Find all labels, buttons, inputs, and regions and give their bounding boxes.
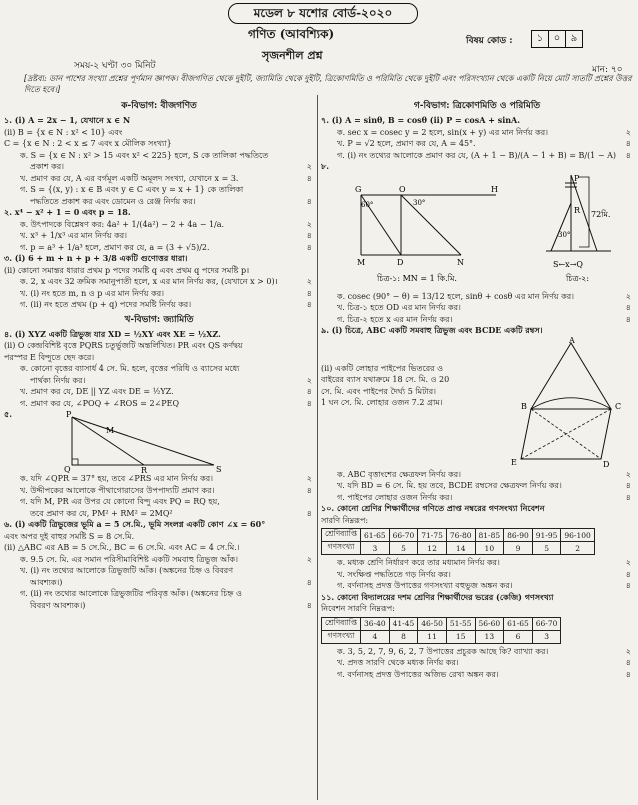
fig1-label-n: N bbox=[457, 257, 464, 267]
section-heading-geometry: খ-বিভাগ: জ্যামিতি bbox=[124, 314, 194, 325]
question-line bbox=[321, 569, 633, 581]
code-digit: ১ bbox=[532, 31, 549, 47]
mark-value: ৪ bbox=[625, 139, 631, 148]
question-text: খ. প্রদত্ত সারণি থেকে মধ্যক নির্ণয় কর। bbox=[337, 658, 459, 667]
question-line bbox=[4, 531, 314, 543]
table-cell: 76-80 bbox=[446, 529, 475, 542]
question-line bbox=[4, 577, 314, 589]
fig1-caption: চিত্র-১: MN = 1 কি.মি. bbox=[377, 273, 457, 283]
question-text: ৯. (i) চিত্রে, ABC একটি সমবাহু ত্রিভুজ এবং BCDE একটি রম্বস। bbox=[321, 325, 543, 335]
question-text: (ii) O কেন্দ্রবিশিষ্ট বৃত্তে PQRS চতুর্ভুজটি অন্তর্লিখিত। PR এবং QS কর্ণদ্বয় bbox=[4, 341, 243, 350]
fig2-angle-30: 30° bbox=[558, 230, 571, 239]
mark-value: ২ bbox=[625, 558, 631, 567]
question-text: ক. sec x = cosec y = 2 হলে, sin(x + y) এর মান নির্ণয় কর। bbox=[337, 127, 548, 137]
label-b: B bbox=[521, 401, 527, 411]
question-line bbox=[321, 469, 633, 481]
q9-pipe-text bbox=[321, 363, 501, 409]
question-line bbox=[321, 503, 633, 515]
fig1-label-g: G bbox=[355, 184, 362, 194]
mark-value: ৪ bbox=[306, 300, 312, 309]
question-text: গ. (ii) নং হতে প্রথম (p + q) পদের সমষ্টি নির্ণয় কর। bbox=[20, 300, 192, 309]
question-text: খ. চিত্র-১ হতে OD এর মান নির্ণয় কর। bbox=[337, 303, 461, 312]
question-line bbox=[4, 600, 314, 612]
question-text: খ. যদি BD = 6 সে. মি. হয় তবে, BCDE রম্বসের ক্ষেত্রফল নির্ণয় কর। bbox=[337, 481, 562, 490]
question-text: গ. বর্ণনাসহ প্রদত্ত উপাত্তের অজিভ রেখা অঙ্কন কর। bbox=[337, 669, 499, 679]
mark-value: ৪ bbox=[625, 581, 631, 590]
question-text: এবং অপর দুই বাহুর সমষ্টি S = 8 সে.মি. bbox=[4, 531, 135, 541]
exam-subtitle: সৃজনশীল প্রশ্ন bbox=[262, 49, 323, 62]
question-text: C = {x ∈ N : 2 < x ≤ 7 এবং x মৌলিক সংখ্যা} bbox=[4, 139, 172, 148]
question-text: ৩. (i) 6 + m + n + p + 3/8 একটি গুণোত্তর ধারা। bbox=[4, 253, 188, 263]
question-line bbox=[4, 150, 314, 162]
question-line bbox=[321, 480, 633, 492]
question-line bbox=[321, 115, 633, 127]
question-text: পার্থক্য নির্ণয় কর। bbox=[30, 375, 86, 385]
question-text: ৬. (i) একটি ত্রিভুজের ভূমি a = 5 সে.মি., ভূমি সংলগ্ন একটি কোণ ∠x = 60° bbox=[4, 519, 266, 529]
fig2-caption: চিত্র-২: bbox=[566, 273, 590, 283]
question-text: ক. S = {x ∈ N : x² > 15 এবং x² < 225} হলে, S কে তালিকা পদ্ধতিতে bbox=[20, 150, 269, 160]
question-line bbox=[4, 161, 314, 173]
instructions: [দ্রষ্টব্য: ডান পাশের সংখ্যা প্রশ্নের পূর্ণমান জ্ঞাপক। বীজগণিত থেকে দুইটি, জ্যামিতি থেকে দুইটি, ত্রিকোণমিতি ও পরিমিতি থেকে দুইটি এবং পরিসংখ্যান থেকে একটি নিয়ে মোট সাতটি প্রশ্নের উত্তর দিতে হবে।] bbox=[24, 74, 632, 94]
question-text: খ. সংক্ষিপ্ত পদ্ধতিতে গড় নির্ণয় কর। bbox=[337, 569, 451, 579]
question-text: আবশ্যক।) bbox=[30, 577, 63, 587]
question-line bbox=[321, 492, 633, 504]
question-line bbox=[321, 325, 633, 337]
question-text: গ. (i) নং তথ্যের আলোকে প্রমাণ কর যে, (A + 1 − B)/(A − 1 + B) = B/(1 − A) bbox=[337, 150, 616, 160]
label-r: R bbox=[141, 466, 148, 473]
fig2-height-label: 72মি. bbox=[591, 209, 611, 219]
geometry-questions bbox=[4, 329, 314, 410]
fig1-label-m: M bbox=[357, 257, 366, 267]
label-c: C bbox=[615, 401, 622, 411]
table-cell: 66-70 bbox=[532, 617, 561, 630]
question-line bbox=[4, 242, 314, 254]
table-cell: 5 bbox=[532, 542, 561, 555]
mark-value: ২ bbox=[306, 554, 312, 564]
question-line bbox=[4, 398, 314, 410]
table-cell: 4 bbox=[361, 630, 390, 643]
question-line bbox=[321, 161, 633, 173]
question-line bbox=[321, 138, 633, 150]
q8-diagrams bbox=[321, 173, 633, 291]
mark-value: ২ bbox=[625, 469, 631, 479]
table-cell: 8 bbox=[389, 630, 418, 643]
question-line bbox=[321, 646, 633, 658]
label-m: M bbox=[106, 426, 115, 435]
table-cell: 41-45 bbox=[389, 617, 418, 630]
fig2-label-r: R bbox=[574, 205, 581, 215]
question-line bbox=[4, 375, 314, 387]
subject-code-label: বিষয় কোড : bbox=[466, 36, 513, 46]
q9-text-line: (ii) একটি লোহার পাইপের ভিতরের ও bbox=[321, 363, 443, 373]
question-line bbox=[4, 554, 314, 566]
mark-value: ২ bbox=[306, 277, 312, 286]
question-text: গ. বর্ণনাসহ প্রদত্ত উপাত্তের গণসংখ্যা বহুভুজ অঙ্কন কর। bbox=[337, 581, 513, 590]
table-cell: 2 bbox=[561, 542, 594, 555]
code-digit: ৯ bbox=[570, 33, 578, 44]
question-line bbox=[4, 207, 314, 219]
question-text: গ. (ii) নং তথ্যের আলোকে ত্রিভুজটির পরিবৃত্ত আঁক। (অঙ্কনের চিহ্ন ও bbox=[20, 589, 242, 598]
mark-value: ৪ bbox=[306, 288, 312, 298]
fig1-label-o: O bbox=[399, 184, 406, 194]
label-p: P bbox=[66, 410, 72, 419]
question-text: গ. যদি M, PR এর উপর যে কোনো বিন্দু এবং PQ = RQ হয়, bbox=[20, 497, 220, 506]
question-line bbox=[4, 288, 314, 300]
question-line bbox=[4, 127, 314, 139]
mark-value: ২ bbox=[306, 375, 312, 385]
question-line bbox=[321, 557, 633, 569]
mark-value: ২ bbox=[625, 291, 631, 301]
table-cell: 61-65 bbox=[361, 529, 390, 542]
question-line bbox=[321, 150, 633, 162]
question-line bbox=[321, 657, 633, 669]
question-text: ১. (i) A = 2x − 1, যেখানে x ∈ N bbox=[4, 115, 131, 125]
mark-value: ২ bbox=[306, 162, 312, 171]
question-text: গ. S = {(x, y) : x ∈ B এবং y ∈ C এবং y = x + 1} কে তালিকা bbox=[20, 185, 244, 194]
mark-value: ৪ bbox=[306, 242, 312, 252]
fig1-label-d: D bbox=[397, 257, 404, 267]
question-text: ১১. কোনো বিদ্যালয়ের দশম শ্রেণির শিক্ষার্থীদের ভরের (কেজি) গণসংখ্যা bbox=[321, 591, 554, 602]
section-heading-algebra: ক-বিভাগ: বীজগণিত bbox=[121, 101, 197, 111]
column-divider bbox=[317, 95, 318, 800]
statistics-questions bbox=[321, 557, 633, 615]
question-text: বিবরণ আবশ্যক।) bbox=[30, 600, 86, 610]
mark-value: ২ bbox=[306, 219, 312, 229]
table-cell: 46-50 bbox=[418, 617, 447, 630]
question-line bbox=[4, 588, 314, 600]
question-text: তবে প্রমাণ কর যে, PM² + RM² = 2MQ² bbox=[30, 508, 173, 518]
question-text: ক. cosec (90° − θ) = 13/12 হলে, sinθ + cosθ এর মান নির্ণয় কর। bbox=[337, 291, 575, 301]
mark-value: ৪ bbox=[306, 231, 312, 240]
mark-value: ৪ bbox=[306, 398, 312, 408]
trig-questions bbox=[321, 115, 633, 173]
table-cell: 12 bbox=[418, 542, 447, 555]
mensuration-questions bbox=[321, 469, 633, 527]
mark-value: ৪ bbox=[625, 569, 631, 579]
question-text: গ. প্রমাণ কর যে, ∠POQ + ∠ROS = 2∠PEQ bbox=[20, 398, 180, 408]
table-cell: 11 bbox=[418, 630, 447, 643]
question-text: খ. P = √2 হলে, প্রমাণ কর যে, A = 45°. bbox=[337, 139, 476, 148]
question-text: ক. 9.5 সে. মি. এর সমান পরিসীমাবিশিষ্ট একটি সমবাহু ত্রিভুজ আঁক। bbox=[20, 554, 238, 564]
question-text: ক. 3, 5, 2, 7, 9, 6, 2, 7 উপাত্তের প্রচুরক আছে কি? ব্যাখ্যা কর। bbox=[337, 646, 549, 656]
mark-value: ৪ bbox=[625, 150, 631, 160]
frequency-table-weight bbox=[321, 617, 561, 644]
question-line bbox=[4, 473, 314, 485]
label-a: A bbox=[569, 336, 575, 345]
table-cell: 6 bbox=[504, 630, 533, 643]
question-text: পদ্ধতিতে প্রকাশ কর এবং ডোমেন ও রেঞ্জ নির্ণয় কর। bbox=[30, 196, 196, 206]
table-cell: 10 bbox=[475, 542, 504, 555]
question-text: খ. উদ্দীপকের আলোকে পীথাগোরাসের উপপাদ্যটি প্রমাণ কর। bbox=[20, 485, 215, 495]
question-line bbox=[4, 115, 314, 127]
question-line bbox=[4, 485, 314, 497]
mark-value: ৪ bbox=[306, 600, 312, 610]
table-cell: 5 bbox=[389, 542, 418, 555]
model-header: মডেল ৮ যশোর বোর্ড-২০২০ bbox=[228, 3, 418, 24]
table-cell: 14 bbox=[446, 542, 475, 555]
label-q: Q bbox=[64, 465, 71, 473]
question-line bbox=[4, 230, 314, 242]
question-line bbox=[321, 603, 633, 615]
fig2-x-label: S←x→Q bbox=[553, 259, 583, 269]
algebra-questions bbox=[4, 115, 314, 311]
question-line bbox=[4, 352, 314, 364]
q9-block bbox=[321, 337, 633, 469]
table-row bbox=[322, 529, 595, 542]
question-line bbox=[4, 276, 314, 288]
mark-value: ৪ bbox=[625, 658, 631, 667]
mark-value: ৪ bbox=[306, 577, 312, 587]
question-text: নিবেশন সারণি নিম্নরূপ: bbox=[321, 604, 395, 613]
code-digit: ০ bbox=[549, 31, 566, 47]
frequency-table-marks bbox=[321, 528, 595, 555]
fig1-label-h: H bbox=[491, 184, 498, 194]
fig1-angle-30: 30° bbox=[413, 198, 426, 207]
question-line bbox=[4, 329, 314, 341]
question-line bbox=[4, 138, 314, 150]
statistics-questions-2 bbox=[321, 646, 633, 681]
question-text: (ii) △ABC এর AB = 5 সে.মি., BC = 6 সে.মি. এবং AC = 4 সে.মি.। bbox=[4, 543, 240, 552]
mark-value: ৪ bbox=[625, 492, 631, 502]
mark-value: ৪ bbox=[306, 173, 312, 183]
question-line bbox=[4, 565, 314, 577]
table-row bbox=[322, 630, 561, 643]
question-text: ১০. কোনো শ্রেণির শিক্ষার্থীদের গণিতে প্রাপ্ত নম্বরের গণসংখ্যা নিবেশন bbox=[321, 503, 545, 513]
question-line bbox=[321, 314, 633, 326]
question-text: খ. (i) নং তথ্যের আলোকে ত্রিভুজটি আঁক। (অঙ্কনের চিহ্ন ও বিবরণ bbox=[20, 566, 234, 575]
left-column bbox=[4, 97, 314, 611]
question-line bbox=[4, 363, 314, 375]
question-line bbox=[4, 265, 314, 277]
question-line bbox=[321, 592, 633, 604]
trig-questions-2 bbox=[321, 291, 633, 337]
question-text: গ. পাইপের লোহার ওজন নির্ণয় কর। bbox=[337, 492, 453, 502]
question-text: ক. যদি ∠QPR = 37° হয়, তবে ∠PRS এর মান নির্ণয় কর। bbox=[20, 474, 213, 483]
question-line bbox=[4, 496, 314, 508]
mark-value: ২ bbox=[625, 127, 631, 137]
table-cell: 56-60 bbox=[475, 617, 504, 630]
question-text: গ. p = a³ + 1/a³ হলে, প্রমাণ কর যে, a = (3 + √5)/2. bbox=[20, 242, 210, 252]
question-line bbox=[4, 173, 314, 185]
mark-value: ৪ bbox=[625, 303, 631, 312]
label-d: D bbox=[603, 459, 610, 469]
question-text: ক. মধ্যক শ্রেণি নির্ধারণ করে তার মধ্যমান নির্ণয় কর। bbox=[337, 558, 500, 567]
table-cell: 81-85 bbox=[475, 529, 504, 542]
question-text: খ. x³ + 1/x³ এর মান নির্ণয় কর। bbox=[20, 231, 128, 240]
table-cell: 66-70 bbox=[389, 529, 418, 542]
full-marks: মান: ৭০ bbox=[592, 65, 623, 75]
mark-value: ৪ bbox=[625, 314, 631, 324]
question-text: খ. প্রমাণ কর যে, DE || YZ এবং DE = ½YZ. bbox=[20, 387, 174, 396]
question-text: প্রকাশ কর। bbox=[30, 162, 65, 171]
question-line bbox=[4, 299, 314, 311]
time-allowed: সময়-২ ঘণ্টা ৩০ মিনিট bbox=[74, 61, 156, 71]
table-row bbox=[322, 617, 561, 630]
q9-text-line: সে. মি. এবং পাইপের দৈর্ঘ্য 5 মিটার। bbox=[321, 386, 437, 396]
question-text: পরস্পর E বিন্দুতে ছেদ করে। bbox=[4, 352, 95, 362]
label-e: E bbox=[511, 457, 517, 467]
table-cell: 86-90 bbox=[504, 529, 533, 542]
question-text: ক. ABC বৃত্তাংশের ক্ষেত্রফল নির্ণয় কর। bbox=[337, 469, 461, 479]
table-cell: 61-65 bbox=[504, 617, 533, 630]
table-row bbox=[322, 542, 595, 555]
question-text: ৪. (i) XYZ একটি ত্রিভুজ যার XD = ½XY এবং XE = ½XZ. bbox=[4, 328, 221, 339]
question-text: গ. চিত্র-২ হতে x এর মান নির্ণয় কর। bbox=[337, 314, 453, 324]
question-text: ক. কোনো বৃত্তের ব্যাসার্ধ 4 সে. মি. হলে, বৃত্তের পরিধি ও ব্যাসের মধ্যে bbox=[20, 364, 240, 373]
fig2-label-p: P bbox=[574, 173, 580, 183]
question-text: ২. x⁴ − x² + 1 = 0 এবং p = 18. bbox=[4, 207, 131, 217]
rhombus-sector-diagram bbox=[501, 337, 631, 469]
question-line bbox=[321, 291, 633, 303]
mark-value: ৪ bbox=[306, 196, 312, 206]
table-cell: 9 bbox=[504, 542, 533, 555]
table-cell: 36-40 bbox=[361, 617, 390, 630]
question-line bbox=[4, 519, 314, 531]
table-cell: শ্রেণিব্যাপ্তি bbox=[322, 529, 361, 542]
mark-value: ৪ bbox=[625, 669, 631, 679]
table-cell: 3 bbox=[361, 542, 390, 555]
exam-title: গণিত (আবশ্যিক) bbox=[248, 27, 335, 41]
question-line bbox=[4, 386, 314, 398]
question-text: (ii) B = {x ∈ N : x² < 10} এবং bbox=[4, 127, 123, 137]
question-text: (ii) কোনো সমান্তর ধারার প্রথম p পদের সমষ্টি q এবং প্রথম q পদের সমষ্টি p। bbox=[4, 265, 250, 275]
table-cell: 51-55 bbox=[446, 617, 475, 630]
question-text: খ. প্রমাণ কর যে, A এর বর্গমূল একটি অমূলদ সংখ্যা, যেখানে x = 3. bbox=[20, 173, 239, 183]
table-cell: 96-100 bbox=[561, 529, 594, 542]
question-text: ক. উৎপাদকে বিশ্লেষণ কর: 4a² + 1/(4a²) − 2 + 4a − 1/a. bbox=[20, 219, 225, 229]
label-s: S bbox=[216, 465, 222, 473]
q5-figure-block bbox=[4, 409, 314, 473]
subject-code-boxes bbox=[531, 30, 583, 48]
question-line bbox=[4, 184, 314, 196]
mark-value: ২ bbox=[306, 474, 312, 483]
question-line bbox=[4, 253, 314, 265]
question-text: ৭. (i) A = sinθ, B = cosθ (ii) P = cosA + sinA. bbox=[321, 115, 521, 125]
triangle-pqrs-diagram bbox=[34, 409, 264, 473]
question-line bbox=[321, 515, 633, 527]
question-line bbox=[321, 580, 633, 592]
mark-value: ৪ bbox=[625, 481, 631, 490]
question-text: খ. (i) নং হতে m, n ও p এর মান নির্ণয় কর। bbox=[20, 288, 164, 298]
question-line bbox=[321, 127, 633, 139]
table-cell: গণসংখ্যা bbox=[322, 630, 361, 643]
geometry-questions-2 bbox=[4, 473, 314, 611]
table-cell: 15 bbox=[446, 630, 475, 643]
question-text: ৮. bbox=[321, 161, 329, 171]
mark-value: ২ bbox=[625, 646, 631, 656]
table-cell: 91-95 bbox=[532, 529, 561, 542]
question-line bbox=[321, 302, 633, 314]
q8-figures bbox=[321, 173, 633, 291]
right-column bbox=[321, 97, 633, 680]
table-cell: 13 bbox=[475, 630, 504, 643]
table-cell: 3 bbox=[532, 630, 561, 643]
table-cell: 71-75 bbox=[418, 529, 447, 542]
section-heading-trigonometry: গ-বিভাগ: ত্রিকোণমিতি ও পরিমিতি bbox=[413, 101, 541, 111]
q9-text-line: বাইরের ব্যাস যথাক্রমে 18 সে. মি. ও 20 bbox=[321, 375, 450, 384]
q9-text-line: 1 ঘন সে. মি. লোহার ওজন 7.2 গ্রাম। bbox=[321, 398, 443, 407]
question-line bbox=[4, 508, 314, 520]
mark-value: ৪ bbox=[306, 508, 312, 518]
mark-value: ৪ bbox=[306, 387, 312, 396]
mark-value: ৪ bbox=[306, 485, 312, 495]
question-text: সারণি নিম্নরূপ: bbox=[321, 515, 369, 525]
question-line bbox=[4, 219, 314, 231]
q5-label: ৫. bbox=[4, 409, 12, 419]
question-line bbox=[4, 196, 314, 208]
question-line bbox=[4, 542, 314, 554]
fig1-angle-60: 60° bbox=[361, 200, 374, 209]
question-line bbox=[4, 340, 314, 352]
question-line bbox=[321, 669, 633, 681]
table-cell: গণসংখ্যা bbox=[322, 542, 361, 555]
question-text: ক. 2, x এবং 32 ক্রমিক সমানুপাতী হলে, x এর মান নির্ণয় কর, (যেখানে x > 0)। bbox=[20, 277, 278, 286]
table-cell: শ্রেণিব্যাপ্তি bbox=[322, 617, 361, 630]
